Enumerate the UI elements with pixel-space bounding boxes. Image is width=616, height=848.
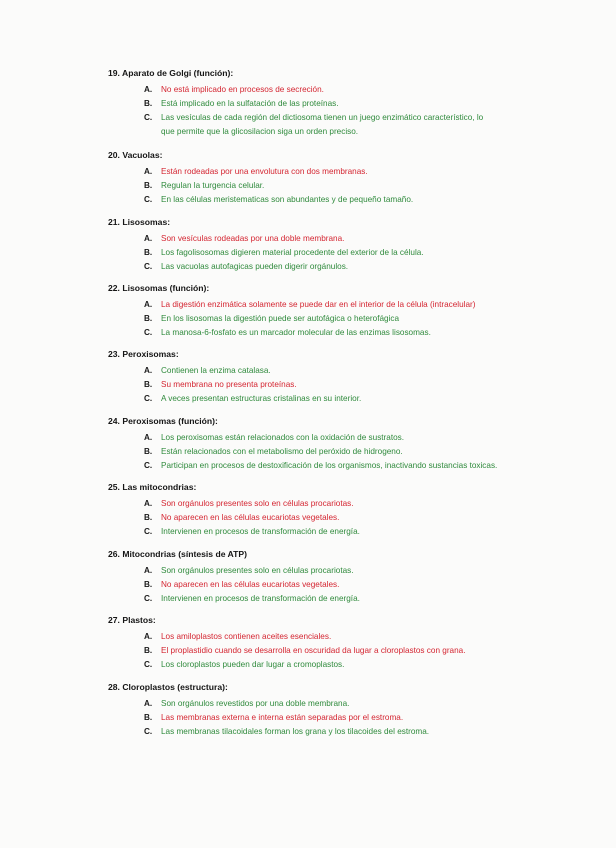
question-title: 19. Aparato de Golgi (función): [108,68,234,78]
answer-option [108,644,578,658]
question-title: 22. Lisosomas (función): [108,283,210,293]
option-text: Los amiloplastos contienen aceites esenciales. [161,632,332,641]
option-letter: A. [144,300,153,309]
option-text: No está implicado en procesos de secreción. [161,85,324,94]
question-block [108,615,578,672]
option-text: Contienen la enzima catalasa. [161,366,271,375]
option-letter: B. [144,314,153,323]
option-text: Son orgánulos revestidos por una doble membrana. [161,699,350,708]
question-block [108,416,578,473]
option-letter: A. [144,433,153,442]
answer-option [108,260,578,274]
answer-option [108,459,578,473]
option-letter: C. [144,727,153,736]
question-title: 20. Vacuolas: [108,150,163,160]
option-letter: B. [144,580,153,589]
option-text: La digestión enzimática solamente se puede dar en el interior de la célula (intracelular) [161,300,476,309]
answer-option [108,511,578,525]
option-text: Participan en procesos de destoxificación de los organismos, inactivando sustancias toxicas. [161,461,498,470]
answer-option [108,97,578,111]
question-title: 21. Lisosomas: [108,217,171,227]
answer-option [108,697,578,711]
question-title: 23. Peroxisomas: [108,349,179,359]
question-title: 27. Plastos: [108,615,156,625]
answer-option [108,364,578,378]
option-text: Su membrana no presenta proteínas. [161,380,297,389]
question-title: 28. Cloroplastos (estructura): [108,682,228,692]
answer-option [108,193,578,207]
option-text: Intervienen en procesos de transformación de energía. [161,527,360,536]
option-letter: C. [144,660,153,669]
answer-option [108,431,578,445]
option-text: Son orgánulos presentes solo en células procariotas. [161,499,354,508]
option-letter: C. [144,594,153,603]
answer-option [108,83,578,97]
question-title: 26. Mitocondrias (síntesis de ATP) [108,549,247,559]
option-letter: C. [144,195,153,204]
option-letter: A. [144,366,153,375]
option-text: Intervienen en procesos de transformación de energía. [161,594,360,603]
answer-option [108,497,578,511]
option-text: La manosa-6-fosfato es un marcador molecular de las enzimas lisosomas. [161,328,431,337]
option-text: No aparecen en las células eucariotas vegetales. [161,513,340,522]
answer-option [108,312,578,326]
option-text: Está implicado en la sulfatación de las proteínas. [161,99,339,108]
option-text: Son orgánulos presentes solo en células procariotas. [161,566,354,575]
option-letter: A. [144,234,153,243]
option-text: Las membranas tilacoidales forman los grana y los tilacoides del estroma. [161,727,430,736]
option-letter: C. [144,461,153,470]
answer-option [108,658,578,672]
answer-option [108,378,578,392]
answer-option [108,179,578,193]
answer-option [108,326,578,340]
option-letter: B. [144,181,153,190]
option-text: Están rodeadas por una envolutura con dos membranas. [161,167,368,176]
question-block [108,68,578,139]
option-letter: C. [144,394,153,403]
option-letter: A. [144,167,153,176]
option-text: En las células meristematicas son abundantes y de pequeño tamaño. [161,195,414,204]
answer-option [108,246,578,260]
answer-option [108,525,578,539]
question-title: 25. Las mitocondrias: [108,482,197,492]
option-letter: B. [144,646,153,655]
option-letter: A. [144,632,153,641]
option-letter: C. [144,527,153,536]
option-letter: B. [144,513,153,522]
option-letter: A. [144,699,153,708]
answer-option [108,592,578,606]
option-text: El proplastidio cuando se desarrolla en oscuridad da lugar a cloroplastos con grana. [161,646,466,655]
option-text: Son vesículas rodeadas por una doble membrana. [161,234,345,243]
option-text: Los peroxisomas están relacionados con la oxidación de sustratos. [161,433,405,442]
option-letter: C. [144,262,153,271]
option-letter: A. [144,566,153,575]
option-text: Las membranas externa e interna están separadas por el estroma. [161,713,404,722]
option-letter: C. [144,113,153,122]
answer-option [108,298,578,312]
question-block [108,682,578,739]
option-text: No aparecen en las células eucariotas vegetales. [161,580,340,589]
question-block [108,283,578,340]
option-text: En los lisosomas la digestión puede ser autofágica o heterofágica [161,314,400,323]
answer-option [108,578,578,592]
option-letter: C. [144,328,153,337]
option-text: A veces presentan estructuras cristalinas en su interior. [161,394,362,403]
option-letter: B. [144,380,153,389]
question-block [108,217,578,274]
answer-option [108,392,578,406]
option-text: Las vesículas de cada región del dictiosoma tienen un juego enzimático característico, lo [161,113,484,122]
answer-option [108,725,578,739]
question-block [108,482,578,539]
question-block [108,150,578,207]
answer-option [108,564,578,578]
option-letter: A. [144,499,153,508]
option-letter: B. [144,99,153,108]
option-text: Los fagolisosomas digieren material procedente del exterior de la célula. [161,248,424,257]
option-text: Regulan la turgencia celular. [161,181,265,190]
option-text: Los cloroplastos pueden dar lugar a cromoplastos. [161,660,345,669]
answer-option [108,445,578,459]
answer-option [108,711,578,725]
option-letter: A. [144,85,153,94]
option-text-continuation: que permite que la glicosilacion siga un orden preciso. [161,127,359,136]
answer-option [108,232,578,246]
option-text: Están relacionados con el metabolismo del peróxido de hidrogeno. [161,447,403,456]
answer-option [108,111,578,139]
answer-option [108,165,578,179]
question-block [108,349,578,406]
option-letter: B. [144,248,153,257]
question-title: 24. Peroxisomas (función): [108,416,218,426]
option-text: Las vacuolas autofagicas pueden digerir orgánulos. [161,262,349,271]
answer-option [108,630,578,644]
question-block [108,549,578,606]
option-letter: B. [144,713,153,722]
option-letter: B. [144,447,153,456]
